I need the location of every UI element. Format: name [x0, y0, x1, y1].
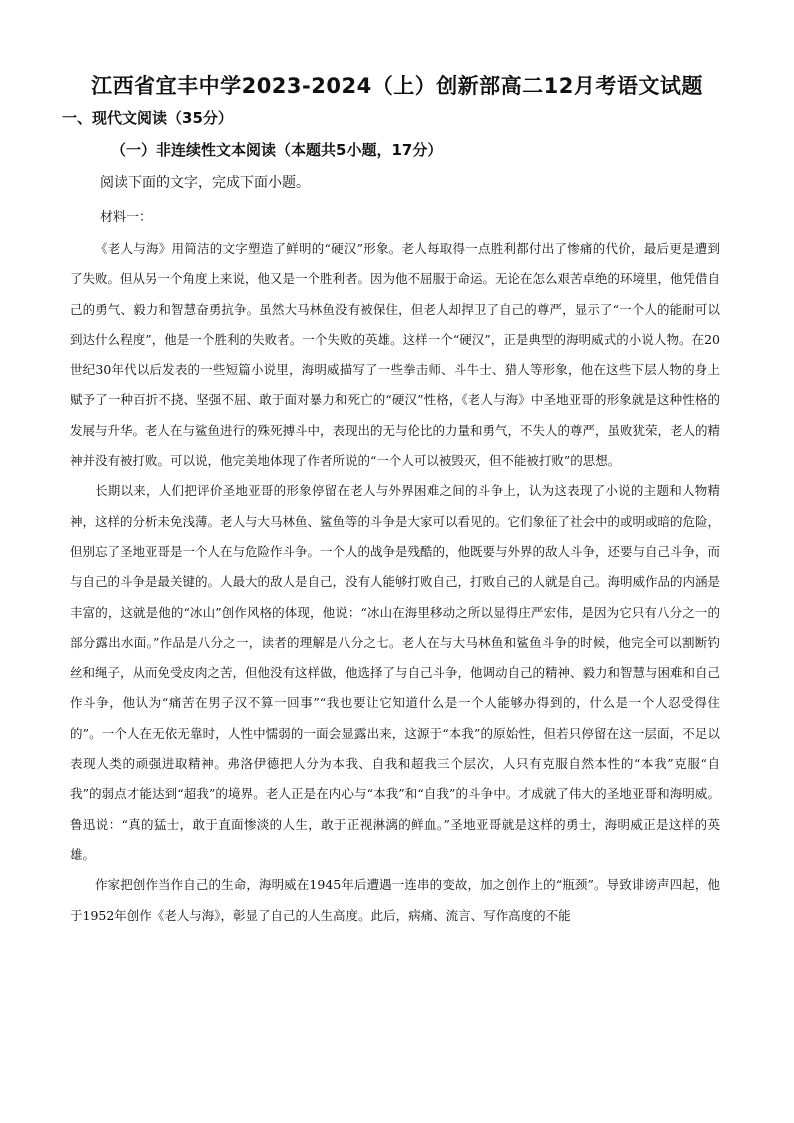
document-title: 江西省宜丰中学2023-2024（上）创新部高二12月考语文试题	[91, 74, 703, 98]
passage-paragraph: 作家把创作当作自己的生命，海明威在1945年后遭遇一连串的变故，加之创作上的“瓶颈”。导致诽谤声四起，他于1952年创作《老人与海》，彰显了自己的人生高度。此后，病痛、流言、写作高度的不能	[70, 877, 720, 923]
section-heading: 一、现代文阅读（35分）	[62, 109, 233, 127]
passage-paragraph: 《老人与海》用简洁的文字塑造了鲜明的“硬汉”形象。老人每取得一点胜利都付出了惨痛的代价，最后更是遭到了失败。但从另一个角度上来说，他又是一个胜利者。因为他不屈服于命运。无论在怎么艰苦卓绝的环境里，他凭借自己的勇气、毅力和智慧奋勇抗争。虽然大马林鱼没有被保住，但老人却捍卫了自己的尊严，显示了“一个人的能耐可以到达什么程度”，他是一个胜利的失败者。一个失败的英雄。这样一个“硬汉”，正是典型的海明威式的小说人物。在20世纪30年代以后发表的一些短篇小说里，海明威描写了一些拳击师、斗牛士、猎人等形象，他在这些下层人物的身上赋予了一种百折不挠、坚强不屈、敢于面对暴力和死亡的“硬汉”性格，《老人与海》中圣地亚哥的形象就是这种性格的发展与升华。老人在与鲨鱼进行的殊死搏斗中，表现出的无与伦比的力量和勇气，不失人的尊严，虽败犹荣，老人的精神并没有被打败。可以说，他完美地体现了作者所说的“一个人可以被毁灭，但不能被打败”的思想。	[70, 241, 721, 469]
material-label: 材料一：	[100, 210, 153, 225]
reading-instruction: 阅读下面的文字，完成下面小题。	[100, 175, 310, 191]
passage-body	[70, 234, 720, 931]
passage-paragraph: 长期以来，人们把评价圣地亚哥的形象停留在老人与外界困难之间的斗争上，认为这表现了小说的主题和人物精神，这样的分析未免浅薄。老人与大马林鱼、鲨鱼等的斗争是大家可以看见的。它们象征了社会中的或明或暗的危险，但别忘了圣地亚哥是一个人在与危险作斗争。一个人的战争是残酷的，他既要与外界的敌人斗争，还要与自己斗争，而与自己的斗争是最关键的。人最大的敌人是自己，没有人能够打败自己，打败自己的人就是自己。海明威作品的内涵是丰富的，这就是他的“冰山”创作风格的体现，他说：“冰山在海里移动之所以显得庄严宏伟，是因为它只有八分之一的部分露出水面。”作品是八分之一，读者的理解是八分之七。老人在与大马林鱼和鲨鱼斗争的时候，他完全可以割断钓丝和绳子，从而免受皮肉之苦，但他没有这样做，他选择了与自己斗争，他调动自己的精神、毅力和智慧与困难和自己作斗争，他认为“痛苦在男子汉不算一回事”“我也要让它知道什么是一个人能够办得到的，什么是一个人忍受得住的”。一个人在无依无靠时，人性中懦弱的一面会显露出来，这源于“本我”的原始性，但若只停留在这一层面，不足以表现人类的顽强进取精神。弗洛伊德把人分为本我、自我和超我三个层次，人只有克服自然本性的“本我”克服“自我”的弱点才能达到“超我”的境界。老人正是在内心与“本我”和“自我”的斗争中。才成就了伟大的圣地亚哥和海明威。鲁迅说：“真的猛士，敢于直面惨淡的人生，敢于正视淋漓的鲜血。”圣地亚哥就是这样的勇士，海明威正是这样的英雄。	[70, 483, 721, 862]
subsection-heading: （一）非连续性文本阅读（本题共5小题，17分）	[111, 141, 443, 159]
